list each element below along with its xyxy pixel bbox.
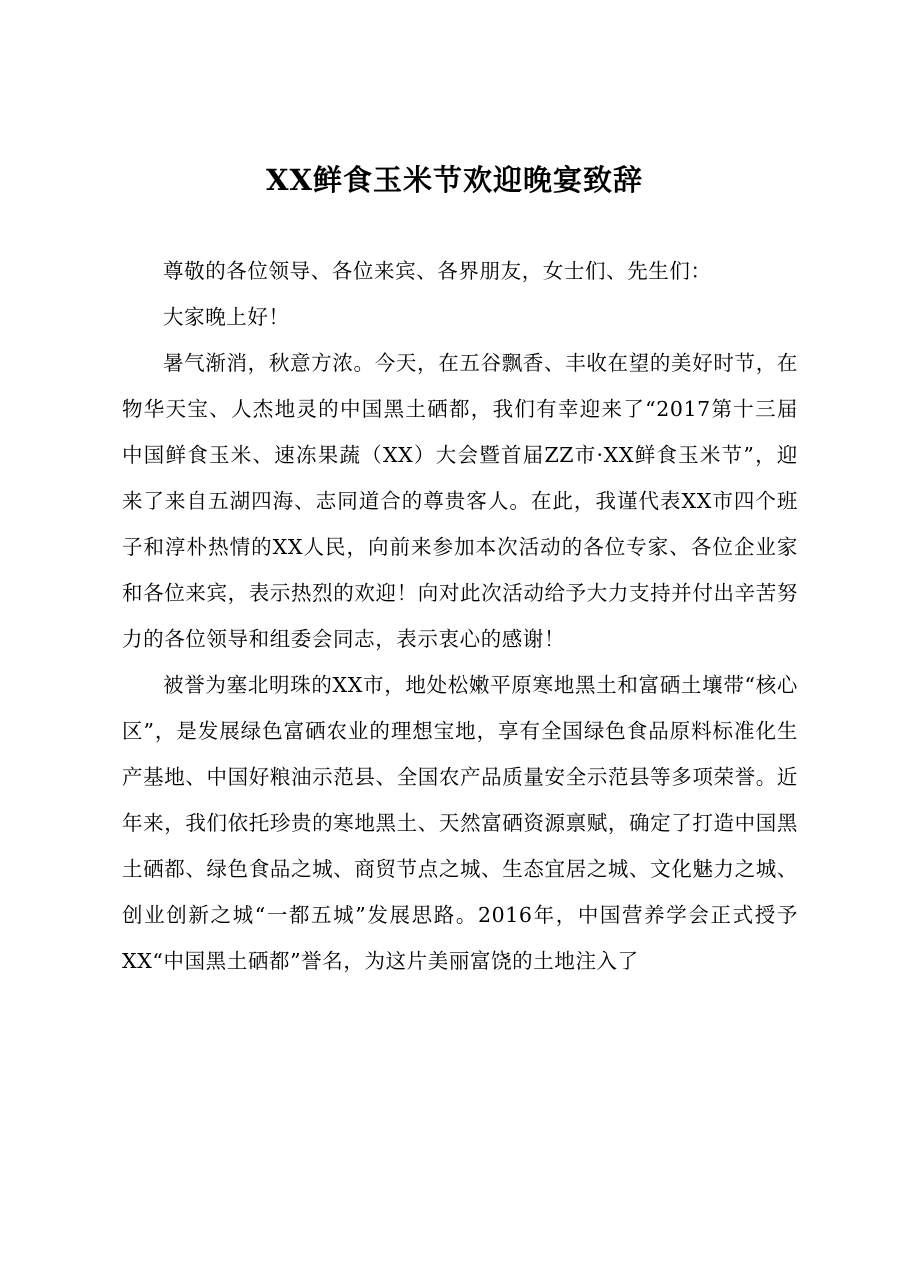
document-title: XX鲜食玉米节欢迎晚宴致辞 (265, 163, 643, 197)
greeting-paragraph: 大家晚上好！ (163, 305, 290, 329)
document-body (122, 248, 798, 984)
city-introduction-paragraph: 被誉为塞北明珠的XX市，地处松嫩平原寒地黑土和富硒土壤带“核心区”，是发展绿色富硒农业的理想宝地，享有全国绿色食品原料标准化生产基地、中国好粮油示范县、全国农产品质量安全示范县等多项荣誉。近年来，我们依托珍贵的寒地黑土、天然富硒资源禀赋，确定了打造中国黑土硒都、绿色食品之城、商贸节点之城、生态宜居之城、文化魅力之城、创业创新之城“一都五城”发展思路。2016年，中国营养学会正式授予XX“中国黑土硒都”誉名，为这片美丽富饶的土地注入了 (122, 673, 798, 973)
welcome-paragraph: 暑气渐消，秋意方浓。今天，在五谷飘香、丰收在望的美好时节，在物华天宝、人杰地灵的中国黑土硒都，我们有幸迎来了“2017第十三届中国鲜食玉米、速冻果蔬（XX）大会暨首届ZZ市·XX鲜食玉米节”，迎来了来自五湖四海、志同道合的尊贵客人。在此，我谨代表XX市四个班子和淳朴热情的XX人民，向前来参加本次活动的各位专家、各位企业家和各位来宾，表示热烈的欢迎！向对此次活动给予大力支持并付出辛苦努力的各位领导和组委会同志，表示衷心的感谢！ (122, 351, 798, 651)
salutation-paragraph: 尊敬的各位领导、各位来宾、各界朋友，女士们、先生们： (163, 259, 712, 283)
